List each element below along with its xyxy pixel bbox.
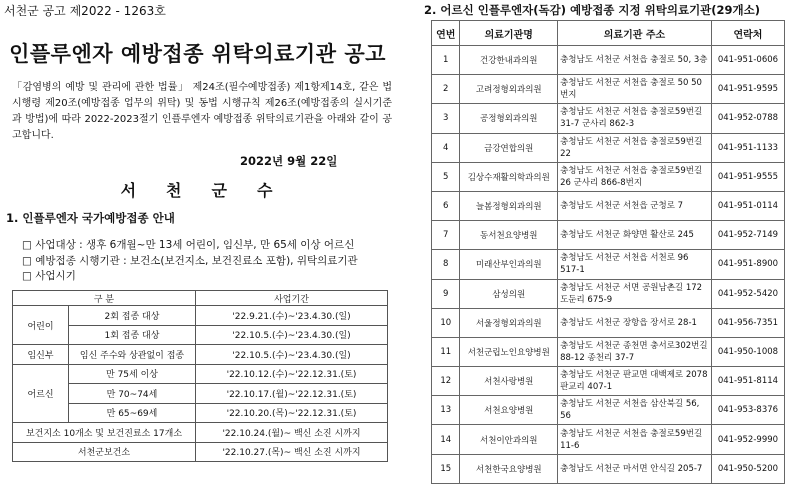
table-cell: 충청남도 서천군 서천읍 충절로59번길 31-7 군사리 862-3 <box>558 104 712 133</box>
table-cell: 충청남도 서천군 서천읍 군청로 7 <box>558 191 712 220</box>
table-cell: 041-951-8900 <box>711 250 784 279</box>
table-cell: 14 <box>432 425 460 454</box>
table-row <box>432 162 785 191</box>
table-cell: 10 <box>432 308 460 337</box>
table-cell: 서천사랑병원 <box>460 367 558 396</box>
table-cell: 041-951-9595 <box>711 75 784 104</box>
table-cell: '22.10.24.(월)~ 백신 소진 시까지 <box>196 423 388 443</box>
table-row <box>432 250 785 279</box>
table-cell: 3 <box>432 104 460 133</box>
table-header: 연락처 <box>711 21 784 46</box>
table-row <box>432 279 785 308</box>
table-cell: 건강한내과의원 <box>460 46 558 75</box>
table-cell: 041-950-5200 <box>711 454 784 483</box>
table-cell: 041-952-9990 <box>711 425 784 454</box>
table-row <box>432 221 785 250</box>
table-cell: 충청남도 서천군 서천읍 충절로59번길 26 군사리 866-8번지 <box>558 162 712 191</box>
table-cell: 충청남도 서천군 종천면 충서로302번길 88-12 종천리 37-7 <box>558 337 712 366</box>
table-cell: 11 <box>432 337 460 366</box>
table-cell: 충청남도 서천군 마서면 안식길 205-7 <box>558 454 712 483</box>
notice-date: 2022년 9월 22일 <box>240 154 338 168</box>
table-cell: '22.9.21.(수)~'23.4.30.(일) <box>196 306 388 326</box>
table-cell: 041-951-0606 <box>711 46 784 75</box>
table-cell: 서울정형외과의원 <box>460 308 558 337</box>
table-header-row <box>13 291 388 306</box>
table-cell: 만 75세 이상 <box>69 364 196 384</box>
table-cell: 만 65~69세 <box>69 403 196 423</box>
institution-table <box>431 20 785 484</box>
table-cell: 7 <box>432 221 460 250</box>
table-cell: 서천군보건소 <box>13 442 196 462</box>
bullet-item: □ 사업시기 <box>22 269 358 285</box>
table-cell: 041-956-7351 <box>711 308 784 337</box>
table-cell: 041-952-5420 <box>711 279 784 308</box>
table-cell: 041-951-9555 <box>711 162 784 191</box>
table-row <box>432 396 785 425</box>
table-cell: 041-951-0114 <box>711 191 784 220</box>
table-cell: 충청남도 서천군 서천읍 충절로59번길 22 <box>558 133 712 162</box>
table-header: 의료기관 주소 <box>558 21 712 46</box>
bullet-list <box>22 238 358 285</box>
table-cell: 13 <box>432 396 460 425</box>
table-cell: 041-951-1133 <box>711 133 784 162</box>
table-cell: 동서천요양병원 <box>460 221 558 250</box>
table-header-row <box>432 21 785 46</box>
table-row <box>13 442 388 462</box>
table-cell: 충청남도 서천군 서천읍 충절로 50 50번지 <box>558 75 712 104</box>
table-header: 사업기간 <box>196 291 388 306</box>
table-row <box>432 75 785 104</box>
issuer-name: 서천군수 <box>120 181 303 200</box>
table-header: 구 분 <box>13 291 196 306</box>
table-cell: 충청남도 서천군 서천읍 충절로 50, 3층 <box>558 46 712 75</box>
table-cell: 충청남도 서천군 장항읍 장서로 28-1 <box>558 308 712 337</box>
table-cell: 6 <box>432 191 460 220</box>
table-cell: 충청남도 서천군 화양면 활산로 245 <box>558 221 712 250</box>
table-cell: '22.10.5.(수)~'23.4.30.(일) <box>196 345 388 365</box>
table-row <box>13 306 388 326</box>
table-cell: 금강연합의원 <box>460 133 558 162</box>
table-cell: '22.10.20.(목)~'22.12.31.(토) <box>196 403 388 423</box>
table-row <box>13 423 388 443</box>
table-cell: 충청남도 서천군 서천읍 서천로 96 517-1 <box>558 250 712 279</box>
table-cell: 만 70~74세 <box>69 384 196 404</box>
table-row <box>432 133 785 162</box>
table-cell: 041-953-8376 <box>711 396 784 425</box>
table-cell: '22.10.27.(목)~ 백신 소진 시까지 <box>196 442 388 462</box>
table-row <box>13 403 388 423</box>
page-title: 인플루엔자 예방접종 위탁의료기관 공고 <box>9 42 386 66</box>
table-cell: 1회 접종 대상 <box>69 325 196 345</box>
group-cell: 어르신 <box>13 364 69 423</box>
table-row <box>13 364 388 384</box>
table-row <box>432 367 785 396</box>
table-cell: 충청남도 서천군 서천읍 충절로59번길 11-6 <box>558 425 712 454</box>
table-header: 의료기관명 <box>460 21 558 46</box>
table-cell: 충청남도 서천군 서천읍 삼산북길 56, 56 <box>558 396 712 425</box>
bullet-item: □ 사업대상 : 생후 6개월~만 13세 어린이, 임신부, 만 65세 이상 어르신 <box>22 238 358 254</box>
table-cell: 12 <box>432 367 460 396</box>
section1-heading: 1. 인플루엔자 국가예방접종 안내 <box>6 211 175 225</box>
table-row <box>13 345 388 365</box>
table-cell: 보건지소 10개소 및 보건진료소 17개소 <box>13 423 196 443</box>
notice-body: 「감염병의 예방 및 관리에 관한 법률」 제24조(필수예방접종) 제1항제14호, 같은 법 시행령 제20조(예방접종 업무의 위탁) 및 동법 시행규칙 제26조(예방접종의 실시기준과 방법)에 따라 2022-2023절기 인플루엔자 예방접종 위탁의료기관을 아래와 같이 공고합니다. <box>12 82 392 141</box>
table-cell: 임신 주수와 상관없이 접종 <box>69 345 196 365</box>
table-cell: 늘봄정형외과의원 <box>460 191 558 220</box>
table-cell: 15 <box>432 454 460 483</box>
table-cell: 김상수재활의학과의원 <box>460 162 558 191</box>
table-cell: 2 <box>432 75 460 104</box>
schedule-table <box>12 290 388 462</box>
table-row <box>432 454 785 483</box>
table-cell: '22.10.5.(수)~'23.4.30.(일) <box>196 325 388 345</box>
table-cell: '22.10.12.(수)~'22.12.31.(토) <box>196 364 388 384</box>
table-row <box>13 325 388 345</box>
table-cell: 충청남도 서천군 판교면 대백제로 2078 판교리 407-1 <box>558 367 712 396</box>
group-cell: 임신부 <box>13 345 69 365</box>
table-cell: 미래산부인과의원 <box>460 250 558 279</box>
table-cell: 충청남도 서천군 서면 공원남촌길 172 도둔리 675-9 <box>558 279 712 308</box>
table-cell: '22.10.17.(월)~'22.12.31.(토) <box>196 384 388 404</box>
table-row <box>432 308 785 337</box>
table-cell: 041-951-8114 <box>711 367 784 396</box>
section2-heading: 2. 어르신 인플루엔자(독감) 예방접종 지정 위탁의료기관(29개소) <box>424 3 761 17</box>
bullet-item: □ 예방접종 시행기관 : 보건소(보건지소, 보건진료소 포함), 위탁의료기관 <box>22 254 358 270</box>
table-cell: 2회 접종 대상 <box>69 306 196 326</box>
table-cell: 5 <box>432 162 460 191</box>
table-cell: 서천한국요양병원 <box>460 454 558 483</box>
table-cell: 고려정형외과의원 <box>460 75 558 104</box>
table-cell: 4 <box>432 133 460 162</box>
table-cell: 서천군립노인요양병원 <box>460 337 558 366</box>
table-cell: 서천요양병원 <box>460 396 558 425</box>
group-cell: 어린이 <box>13 306 69 345</box>
table-cell: 8 <box>432 250 460 279</box>
table-cell: 9 <box>432 279 460 308</box>
table-cell: 1 <box>432 46 460 75</box>
table-row <box>13 384 388 404</box>
table-cell: 공정형외과의원 <box>460 104 558 133</box>
table-row <box>432 46 785 75</box>
table-cell: 서천이안과의원 <box>460 425 558 454</box>
table-row <box>432 191 785 220</box>
table-cell: 041-952-0788 <box>711 104 784 133</box>
table-cell: 삼성의원 <box>460 279 558 308</box>
table-cell: 041-950-1008 <box>711 337 784 366</box>
table-row <box>432 425 785 454</box>
notice-number: 서천군 공고 제2022 - 1263호 <box>4 4 166 18</box>
table-row <box>432 337 785 366</box>
table-cell: 041-952-7149 <box>711 221 784 250</box>
table-row <box>432 104 785 133</box>
table-header: 연번 <box>432 21 460 46</box>
